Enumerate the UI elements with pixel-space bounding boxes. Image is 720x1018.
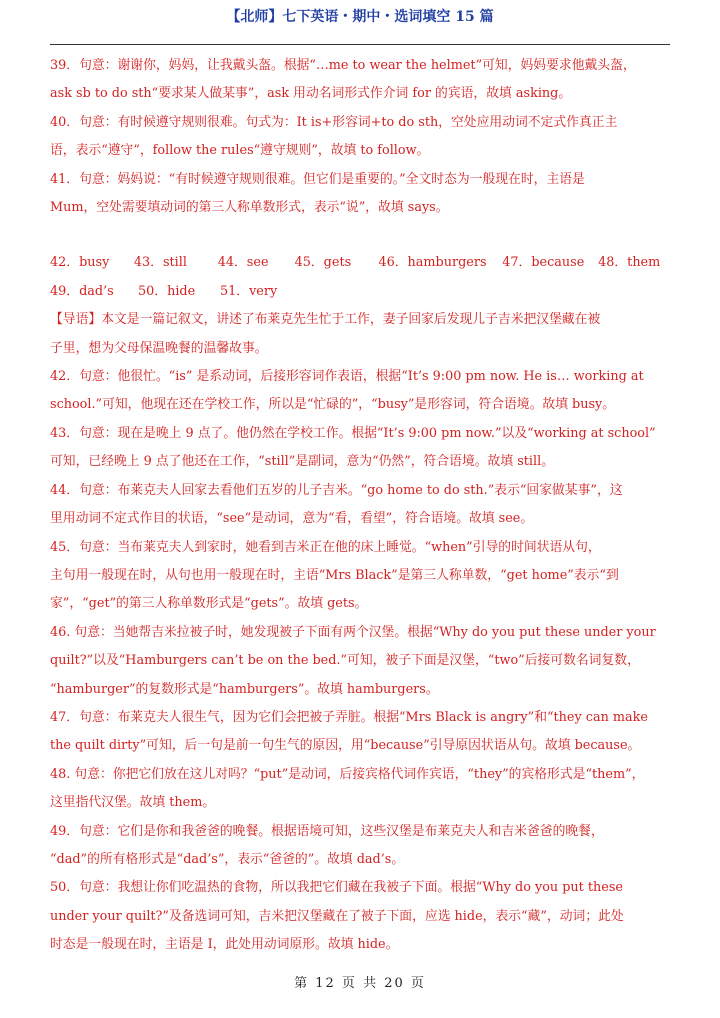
answer-explanations	[50, 52, 668, 960]
answer-item: 47．because	[502, 255, 585, 271]
explanation-line: 43．句意：现在是晚上 9 点了。他仍然在学校工作。根据“It’s 9:00 pm now.”以及“working at school”	[50, 425, 656, 441]
explanation-line: “dad”的所有格形式是“dad’s”，表示“爸爸的”。故填 dad’s。	[50, 851, 405, 867]
answer-item: 45．gets	[294, 255, 352, 271]
explanation-line: 48. 句意：你把它们放在这儿对吗？“put”是动词，后接宾格代词作宾语，“they”的宾格形式是“them”，	[50, 766, 645, 782]
explanation-line: quilt?”以及“Hamburgers can’t be on the bed.”可知，被子下面是汉堡，“two”后接可数名词复数，	[50, 653, 640, 669]
explanation-line: 可知，已经晚上 9 点了他还在工作，“still”是副词，意为“仍然”，符合语境。故填 still。	[50, 454, 554, 470]
answer-key-row	[50, 278, 668, 306]
explanation-line: “hamburger”的复数形式是“hamburgers”。故填 hamburgers。	[50, 681, 439, 697]
explanation-line: 40．句意：有时候遵守规则很难。句式为：It is+形容词+to do sth，空处应用动词不定式作真正主	[50, 114, 618, 130]
explanation-line: 50．句意：我想让你们吃温热的食物，所以我把它们藏在我被子下面。根据“Why do you put these	[50, 880, 623, 896]
explanation-line: 45．句意：当布莱克夫人到家时，她看到吉米正在他的床上睡觉。“when”引导的时间状语从句，	[50, 539, 601, 555]
explanation-line: Mum，空处需要填动词的第三人称单数形式，表示“说”，故填 says。	[50, 200, 449, 216]
explanation-line: 家”，“get”的第三人称单数形式是“gets”。故填 gets。	[50, 596, 368, 612]
answer-item: 46．hamburgers	[378, 255, 487, 271]
explanation-line: 语，表示“遵守”，follow the rules“遵守规则”，故填 to follow。	[50, 143, 430, 159]
answer-item: 49．dad’s	[50, 283, 114, 299]
explanation-line: 47．句意：布莱克夫人很生气，因为它们会把被子弄脏。根据“Mrs Black is angry”和“they can make	[50, 709, 648, 725]
page-header-title: 【北师】七下英语・期中・选词填空 15 篇	[226, 9, 494, 25]
guide-line: 【导语】本文是一篇记叙文，讲述了布莱克先生忙于工作，妻子回家后发现儿子吉米把汉堡藏在被	[50, 312, 601, 328]
answer-item: 51．very	[220, 283, 278, 299]
answer-key-row	[50, 249, 668, 277]
explanation-line: 46. 句意：当她帮吉米拉被子时，她发现被子下面有两个汉堡。根据“Why do you put these under your	[50, 624, 656, 640]
answer-item: 48．them	[598, 255, 661, 271]
explanation-line: under your quilt?”及备选词可知，吉米把汉堡藏在了被子下面，应选 hide，表示“藏”，动词；此处	[50, 908, 624, 924]
explanation-line: 主句用一般现在时，从句也用一般现在时，主语“Mrs Black”是第三人称单数，“get home”表示“到	[50, 567, 619, 583]
answer-item: 43．still	[133, 255, 187, 271]
explanation-line: 39．句意：谢谢你，妈妈，让我戴头盔。根据“…me to wear the helmet”可知，妈妈要求他戴头盔，	[50, 58, 636, 73]
section-gap	[50, 222, 668, 249]
explanation-line: 41．句意：妈妈说：“有时候遵守规则很难。但它们是重要的。”全文时态为一般现在时，主语是	[50, 171, 585, 187]
answer-item: 50．hide	[138, 283, 196, 299]
explanation-line: 这里指代汉堡。故填 them。	[50, 795, 216, 811]
answer-item: 44．see	[217, 255, 269, 271]
header-divider	[50, 44, 670, 45]
explanation-line: 时态是一般现在时，主语是 I，此处用动词原形。故填 hide。	[50, 937, 399, 953]
explanation-line: 42．句意：他很忙。“is” 是系动词，后接形容词作表语，根据“It’s 9:00 pm now. He is… working at	[50, 369, 644, 385]
answer-item: 42．busy	[50, 255, 110, 271]
explanation-line: ask sb to do sth“要求某人做某事”，ask 用动名词形式作介词 for 的宾语，故填 asking。	[50, 86, 572, 102]
explanation-line: school.”可知，他现在还在学校工作，所以是“忙碌的”，“busy”是形容词，符合语境。故填 busy。	[50, 397, 616, 413]
explanation-line: 49．句意：它们是你和我爸爸的晚餐。根据语境可知，这些汉堡是布莱克夫人和吉米爸爸的晚餐，	[50, 823, 604, 839]
explanation-line: 里用动词不定式作目的状语，“see”是动词，意为“看，看望”，符合语境。故填 see。	[50, 511, 534, 527]
explanation-line: the quilt dirty”可知，后一句是前一句生气的原因，用“because”引导原因状语从句。故填 because。	[50, 738, 641, 754]
guide-line: 子里，想为父母保温晚餐的温馨故事。	[50, 340, 268, 356]
page-number: 第 12 页 共 20 页	[294, 976, 426, 991]
explanation-line: 44．句意：布莱克夫人回家去看他们五岁的儿子吉米。“go home to do sth.”表示“回家做某事”，这	[50, 482, 623, 498]
